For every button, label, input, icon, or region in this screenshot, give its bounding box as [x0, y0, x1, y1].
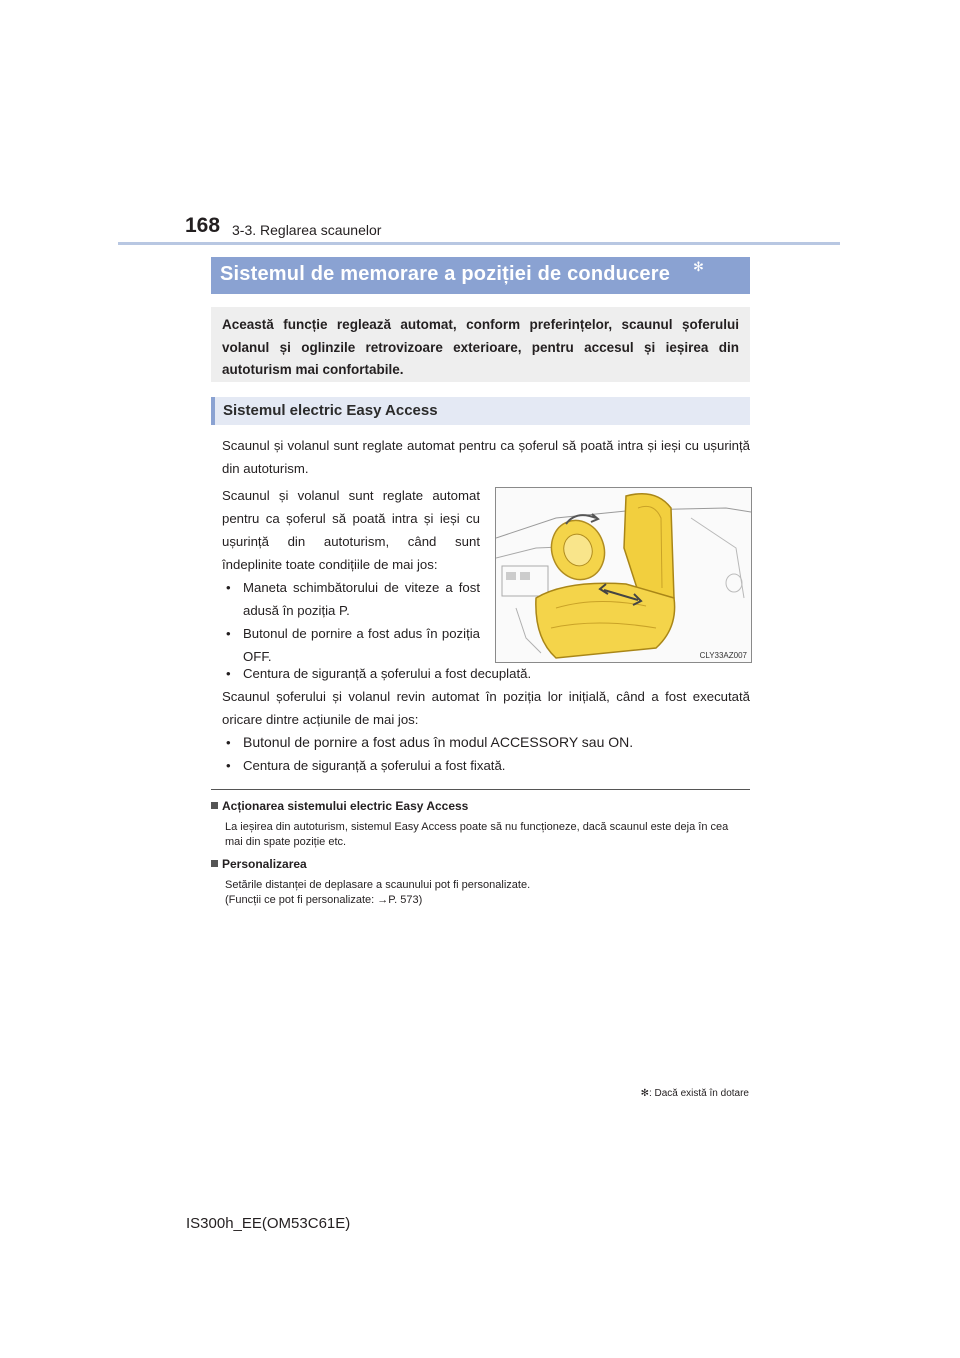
- square-bullet-icon: [211, 802, 218, 809]
- section-label: 3-3. Reglarea scaunelor: [232, 222, 382, 238]
- square-bullet-icon: [211, 860, 218, 867]
- paragraph-intro: Scaunul și volanul sunt reglate automat pentru ca șoferul să poată intra și ieși cu ușurință din autoturism.: [222, 438, 750, 476]
- note-heading-personalization: [211, 857, 307, 871]
- list-item: [226, 576, 480, 622]
- bullet-dot: •: [226, 735, 231, 750]
- list-item-text: Centura de siguranță a șoferului a fost decuplată.: [243, 666, 532, 681]
- list-item-text: Butonul de pornire a fost adus în poziția OFF.: [243, 626, 480, 664]
- list-item: [226, 731, 746, 754]
- note-heading-easy-access: [211, 799, 468, 813]
- note-heading-text: Acționarea sistemului electric Easy Access: [222, 799, 469, 813]
- note-body-personalization-line1: Setările distanței de deplasare a scaunului pot fi personalizate.: [225, 879, 531, 891]
- subsection-stripe: [211, 397, 215, 425]
- list-item-text: Maneta schimbătorului de viteze a fost adusă în poziția P.: [243, 580, 480, 618]
- page-title: Sistemul de memorare a poziției de conducere: [220, 263, 671, 285]
- manual-code: IS300h_EE(OM53C61E): [186, 1215, 351, 1232]
- list-item-text: Centura de siguranță a șoferului a fost fixată.: [243, 758, 506, 773]
- paragraph-conditions: Scaunul și volanul sunt reglate automat pentru ca șoferul să poată intra și ieși cu ușurință din autoturism, când sunt îndeplinite toate condițiile de mai jos:: [222, 488, 480, 572]
- driver-seat-drawing: [496, 488, 751, 662]
- bullet-dot: •: [226, 580, 231, 595]
- list-item-text: Butonul de pornire a fost adus în modul ACCESSORY sau ON.: [243, 734, 634, 750]
- list-item: [226, 662, 746, 685]
- bullet-dot: •: [226, 758, 231, 773]
- footnote: ✻: Dacă există în dotare: [640, 1088, 749, 1099]
- section-divider: [211, 789, 750, 790]
- optional-equipment-marker: ✻: [693, 259, 704, 274]
- intro-text: Această funcție reglează automat, conform preferințelor, scaunul șoferului volanul și oglinzile retrovizoare exterioare, pentru accesul și ieșirea din autoturism mai confortabile.: [222, 317, 739, 377]
- subsection-bar: [211, 397, 750, 425]
- image-code: CLY33AZ007: [699, 651, 747, 660]
- bullet-dot: •: [226, 666, 231, 681]
- header-divider: [118, 242, 840, 245]
- note-heading-text: Personalizarea: [222, 857, 307, 871]
- title-bar: [211, 257, 750, 294]
- subsection-title: Sistemul electric Easy Access: [223, 402, 438, 419]
- list-item: [226, 754, 746, 777]
- note-body-personalization-line2: (Funcții ce pot fi personalizate: →P. 573): [225, 894, 423, 906]
- bullet-dot: •: [226, 626, 231, 641]
- note-body-easy-access: La ieșirea din autoturism, sistemul Easy Access poate să nu funcționeze, dacă scaunul este deja în cea mai din spate poziție etc.: [225, 821, 729, 848]
- intro-box: [211, 307, 750, 382]
- seat-illustration: [495, 487, 752, 663]
- paragraph-return: Scaunul șoferului și volanul revin automat în poziția lor inițială, când a fost executată oricare dintre acțiunile de mai jos:: [222, 689, 750, 727]
- page-number: 168: [185, 214, 221, 237]
